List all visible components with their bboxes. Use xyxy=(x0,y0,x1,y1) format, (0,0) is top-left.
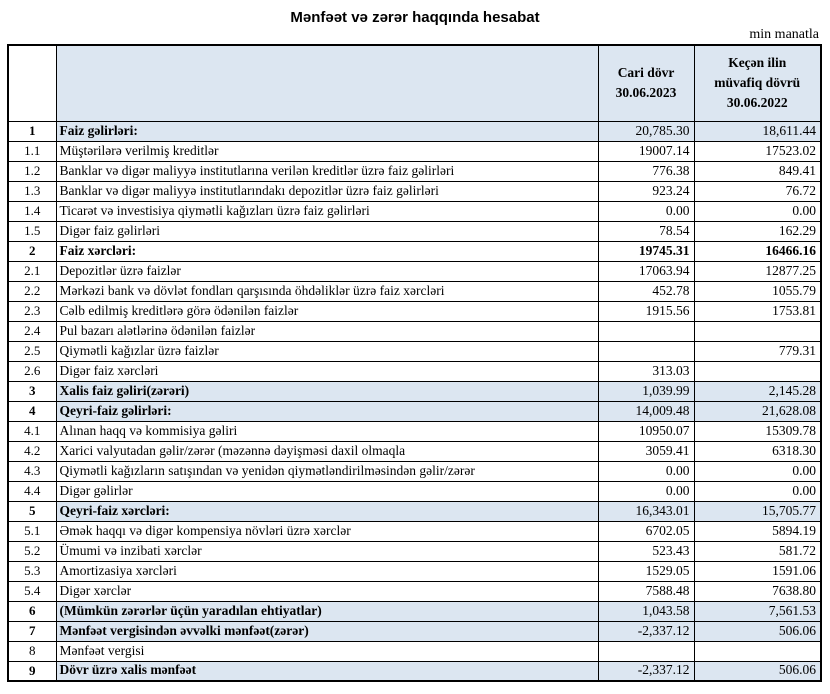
table-row xyxy=(8,421,821,441)
row-label-cell: Digər faiz gəlirləri xyxy=(56,221,598,241)
table-row xyxy=(8,501,821,521)
row-number-cell: 2.2 xyxy=(8,281,56,301)
row-previous-value-cell: 7638.80 xyxy=(694,581,821,601)
table-row xyxy=(8,661,821,681)
row-label-cell: Ticarət və investisiya qiymətli kağızları üzrə faiz gəlirləri xyxy=(56,201,598,221)
table-row xyxy=(8,361,821,381)
row-current-value-cell xyxy=(598,641,694,661)
row-previous-value-cell: 15,705.77 xyxy=(694,501,821,521)
row-label-cell: Xalis faiz gəliri(zərəri) xyxy=(56,381,598,401)
row-current-value-cell: 19007.14 xyxy=(598,141,694,161)
row-label-cell: Alınan haqq və kommisiya gəliri xyxy=(56,421,598,441)
row-previous-value-cell: 506.06 xyxy=(694,621,821,641)
table-row xyxy=(8,381,821,401)
row-label-cell: Mənfəət vergisindən əvvəlki mənfəət(zərər) xyxy=(56,621,598,641)
header-label-column xyxy=(56,45,598,121)
table-row xyxy=(8,401,821,421)
table-row xyxy=(8,261,821,281)
row-current-value-cell: 20,785.30 xyxy=(598,121,694,141)
table-row xyxy=(8,241,821,261)
row-current-value-cell: 313.03 xyxy=(598,361,694,381)
row-number-cell: 3 xyxy=(8,381,56,401)
row-current-value-cell: 923.24 xyxy=(598,181,694,201)
row-label-cell: Depozitlər üzrə faizlər xyxy=(56,261,598,281)
row-label-cell: (Mümkün zərərlər üçün yaradılan ehtiyatlar) xyxy=(56,601,598,621)
row-previous-value-cell: 17523.02 xyxy=(694,141,821,161)
row-previous-value-cell: 16466.16 xyxy=(694,241,821,261)
row-number-cell: 2.6 xyxy=(8,361,56,381)
row-current-value-cell xyxy=(598,341,694,361)
table-row xyxy=(8,221,821,241)
row-previous-value-cell: 12877.25 xyxy=(694,261,821,281)
table-row xyxy=(8,181,821,201)
header-previous-period: Keçən ilin müvafiq dövrü 30.06.2022 xyxy=(694,45,821,121)
row-previous-value-cell: 18,611.44 xyxy=(694,121,821,141)
row-number-cell: 1.4 xyxy=(8,201,56,221)
row-previous-value-cell: 6318.30 xyxy=(694,441,821,461)
row-previous-value-cell: 21,628.08 xyxy=(694,401,821,421)
row-previous-value-cell xyxy=(694,321,821,341)
row-number-cell: 6 xyxy=(8,601,56,621)
row-current-value-cell xyxy=(598,321,694,341)
row-current-value-cell: 776.38 xyxy=(598,161,694,181)
row-current-value-cell: 1529.05 xyxy=(598,561,694,581)
row-current-value-cell: 78.54 xyxy=(598,221,694,241)
row-label-cell: Mənfəət vergisi xyxy=(56,641,598,661)
table-row xyxy=(8,521,821,541)
table-row xyxy=(8,621,821,641)
row-label-cell: Xarici valyutadan gəlir/zərər (məzənnə dəyişməsi daxil olmaqla xyxy=(56,441,598,461)
table-body xyxy=(8,121,821,681)
table-row xyxy=(8,141,821,161)
table-row xyxy=(8,561,821,581)
table-row xyxy=(8,461,821,481)
row-label-cell: Banklar və digər maliyyə institutlarındakı depozitlər üzrə faiz gəlirləri xyxy=(56,181,598,201)
row-label-cell: Dövr üzrə xalis mənfəət xyxy=(56,661,598,681)
table-row xyxy=(8,481,821,501)
row-number-cell: 2.5 xyxy=(8,341,56,361)
row-label-cell: Banklar və digər maliyyə institutlarına verilən kreditlər üzrə faiz gəlirləri xyxy=(56,161,598,181)
row-label-cell: Amortizasiya xərcləri xyxy=(56,561,598,581)
row-number-cell: 5.4 xyxy=(8,581,56,601)
row-previous-value-cell: 2,145.28 xyxy=(694,381,821,401)
row-label-cell: Ümumi və inzibati xərclər xyxy=(56,541,598,561)
row-previous-value-cell: 5894.19 xyxy=(694,521,821,541)
page-title: Mənfəət və zərər haqqında hesabat xyxy=(290,9,540,26)
row-number-cell: 4.3 xyxy=(8,461,56,481)
row-number-cell: 5.2 xyxy=(8,541,56,561)
row-current-value-cell: 1,039.99 xyxy=(598,381,694,401)
table-row xyxy=(8,281,821,301)
row-current-value-cell: 3059.41 xyxy=(598,441,694,461)
row-previous-value-cell: 0.00 xyxy=(694,481,821,501)
row-number-cell: 5 xyxy=(8,501,56,521)
row-label-cell: Qeyri-faiz xərcləri: xyxy=(56,501,598,521)
table-row xyxy=(8,341,821,361)
table-row xyxy=(8,641,821,661)
header-number-column xyxy=(8,45,56,121)
row-number-cell: 5.1 xyxy=(8,521,56,541)
row-current-value-cell: 17063.94 xyxy=(598,261,694,281)
row-number-cell: 1.3 xyxy=(8,181,56,201)
table-row xyxy=(8,601,821,621)
table-row xyxy=(8,121,821,141)
row-current-value-cell: -2,337.12 xyxy=(598,621,694,641)
row-current-value-cell: 10950.07 xyxy=(598,421,694,441)
row-current-value-cell: 16,343.01 xyxy=(598,501,694,521)
row-current-value-cell: 19745.31 xyxy=(598,241,694,261)
row-current-value-cell: 1,043.58 xyxy=(598,601,694,621)
row-number-cell: 4.4 xyxy=(8,481,56,501)
row-previous-value-cell: 15309.78 xyxy=(694,421,821,441)
table-row xyxy=(8,301,821,321)
row-previous-value-cell: 506.06 xyxy=(694,661,821,681)
row-label-cell: Digər gəlirlər xyxy=(56,481,598,501)
table-row xyxy=(8,581,821,601)
row-label-cell: Cəlb edilmiş kreditlərə görə ödənilən faizlər xyxy=(56,301,598,321)
row-previous-value-cell xyxy=(694,361,821,381)
row-number-cell: 4.1 xyxy=(8,421,56,441)
table-row xyxy=(8,201,821,221)
row-number-cell: 4 xyxy=(8,401,56,421)
row-label-cell: Qeyri-faiz gəlirləri: xyxy=(56,401,598,421)
profit-loss-table xyxy=(7,44,822,682)
row-previous-value-cell: 581.72 xyxy=(694,541,821,561)
table-header xyxy=(8,45,821,121)
row-previous-value-cell: 0.00 xyxy=(694,201,821,221)
row-number-cell: 1.2 xyxy=(8,161,56,181)
row-label-cell: Pul bazarı alətlərinə ödənilən faizlər xyxy=(56,321,598,341)
header-current-period: Cari dövr 30.06.2023 xyxy=(598,45,694,121)
row-label-cell: Qiymətli kağızların satışından və yenidən qiymətləndirilməsindən gəlir/zərər xyxy=(56,461,598,481)
row-previous-value-cell: 0.00 xyxy=(694,461,821,481)
row-label-cell: Müştərilərə verilmiş kreditlər xyxy=(56,141,598,161)
row-previous-value-cell xyxy=(694,641,821,661)
row-number-cell: 2.4 xyxy=(8,321,56,341)
row-current-value-cell: 452.78 xyxy=(598,281,694,301)
row-current-value-cell: 0.00 xyxy=(598,201,694,221)
row-current-value-cell: 1915.56 xyxy=(598,301,694,321)
row-current-value-cell: 6702.05 xyxy=(598,521,694,541)
row-number-cell: 5.3 xyxy=(8,561,56,581)
row-number-cell: 1.5 xyxy=(8,221,56,241)
table-row xyxy=(8,441,821,461)
row-number-cell: 2 xyxy=(8,241,56,261)
header-row xyxy=(8,45,821,121)
row-previous-value-cell: 1591.06 xyxy=(694,561,821,581)
row-number-cell: 1 xyxy=(8,121,56,141)
row-current-value-cell: 0.00 xyxy=(598,461,694,481)
row-label-cell: Qiymətli kağızlar üzrə faizlər xyxy=(56,341,598,361)
row-current-value-cell: 14,009.48 xyxy=(598,401,694,421)
row-label-cell: Faiz xərcləri: xyxy=(56,241,598,261)
row-previous-value-cell: 7,561.53 xyxy=(694,601,821,621)
row-current-value-cell: 7588.48 xyxy=(598,581,694,601)
row-label-cell: Digər xərclər xyxy=(56,581,598,601)
row-number-cell: 1.1 xyxy=(8,141,56,161)
row-number-cell: 2.3 xyxy=(8,301,56,321)
row-label-cell: Digər faiz xərcləri xyxy=(56,361,598,381)
row-current-value-cell: 0.00 xyxy=(598,481,694,501)
row-previous-value-cell: 1753.81 xyxy=(694,301,821,321)
row-label-cell: Faiz gəlirləri: xyxy=(56,121,598,141)
row-previous-value-cell: 76.72 xyxy=(694,181,821,201)
row-number-cell: 9 xyxy=(8,661,56,681)
row-previous-value-cell: 162.29 xyxy=(694,221,821,241)
table-row xyxy=(8,541,821,561)
row-previous-value-cell: 1055.79 xyxy=(694,281,821,301)
row-number-cell: 7 xyxy=(8,621,56,641)
row-number-cell: 4.2 xyxy=(8,441,56,461)
row-number-cell: 8 xyxy=(8,641,56,661)
row-current-value-cell: -2,337.12 xyxy=(598,661,694,681)
row-number-cell: 2.1 xyxy=(8,261,56,281)
row-current-value-cell: 523.43 xyxy=(598,541,694,561)
row-previous-value-cell: 779.31 xyxy=(694,341,821,361)
table-row xyxy=(8,161,821,181)
row-label-cell: Mərkəzi bank və dövlət fondları qarşısında öhdəliklər üzrə faiz xərcləri xyxy=(56,281,598,301)
row-label-cell: Əmək haqqı və digər kompensiya növləri üzrə xərclər xyxy=(56,521,598,541)
row-previous-value-cell: 849.41 xyxy=(694,161,821,181)
unit-note: min manatla xyxy=(749,27,819,42)
table-row xyxy=(8,321,821,341)
